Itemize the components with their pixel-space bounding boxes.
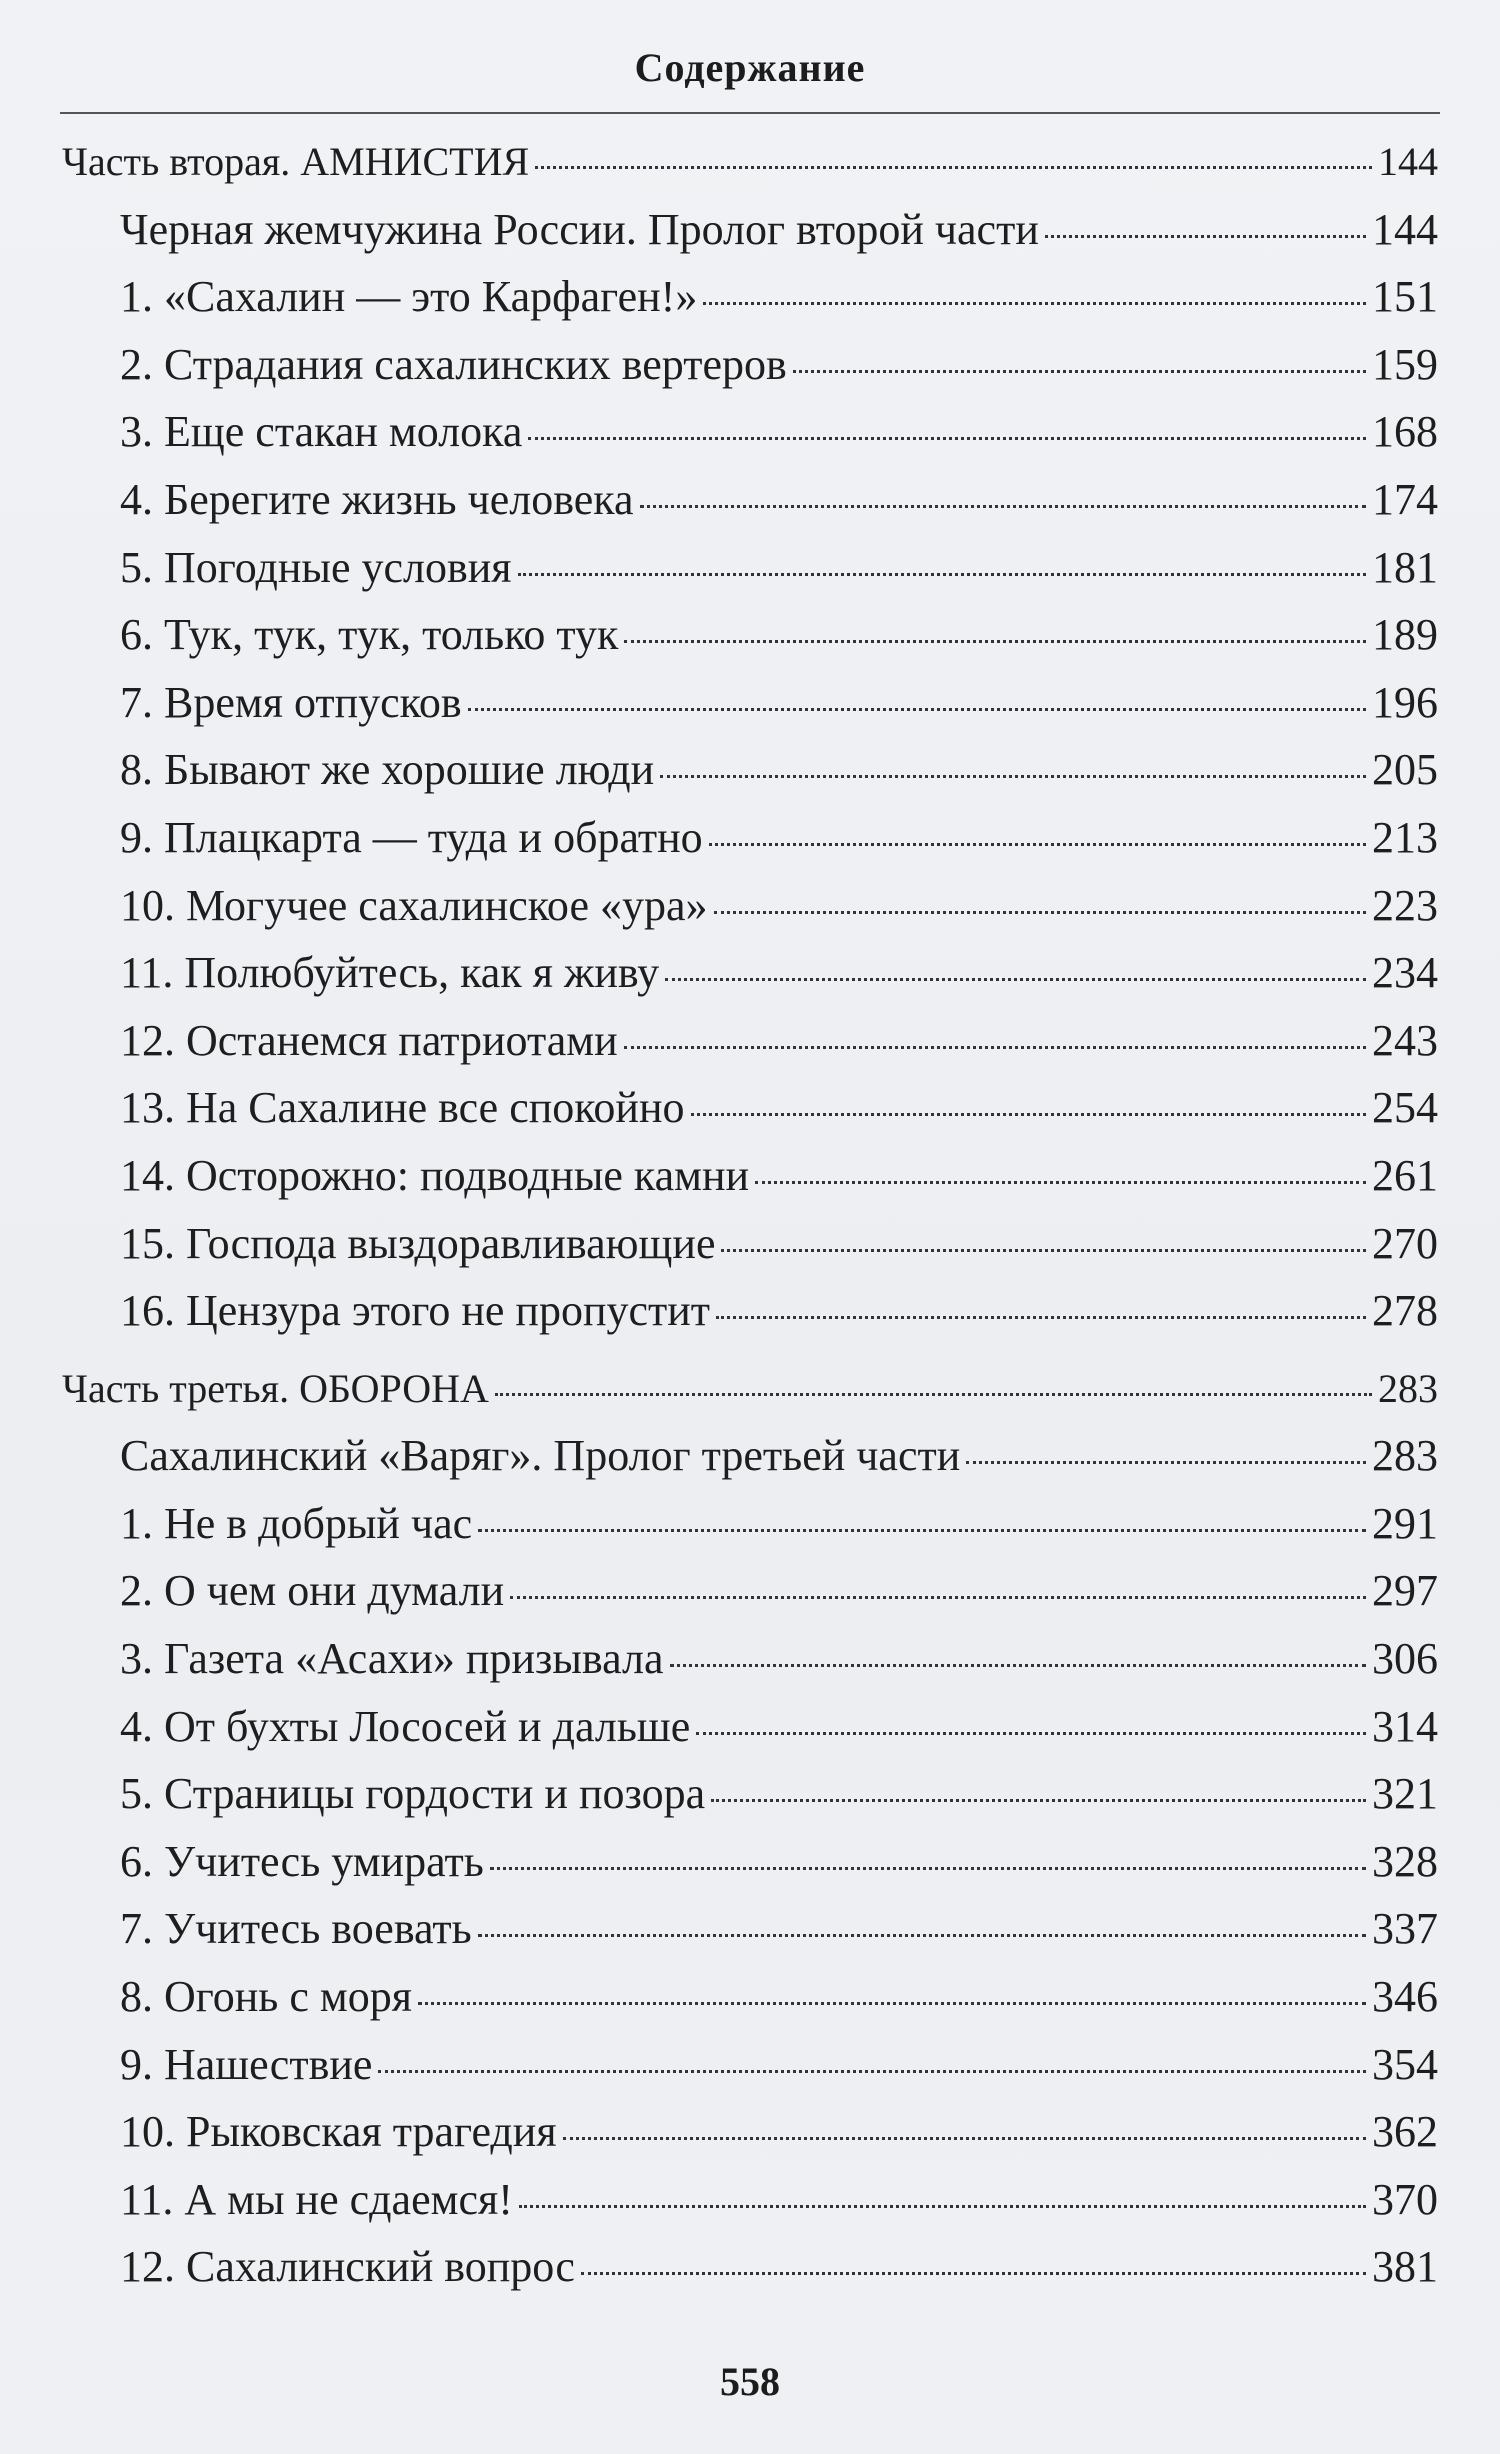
toc-entry-page: 174: [1372, 474, 1438, 524]
toc-entry-page: 270: [1372, 1218, 1438, 1268]
toc-entry-title: Часть третья. ОБОРОНА: [62, 1365, 489, 1411]
toc-chapter-entry: [62, 1625, 1438, 1693]
toc-entry-title: 10. Могучее сахалинское «ура»: [120, 880, 708, 930]
toc-chapter-entry: [62, 1277, 1438, 1345]
toc-entry-page: 306: [1372, 1634, 1438, 1684]
toc-entry-title: 7. Время отпусков: [120, 677, 462, 727]
dot-leader: [495, 1393, 1372, 1396]
toc-chapter-entry: [62, 2098, 1438, 2166]
toc-entry-page: 337: [1372, 1904, 1438, 1954]
toc-entry-page: 196: [1372, 677, 1438, 727]
toc-chapter-entry: [62, 534, 1438, 602]
toc-chapter-entry: [62, 1828, 1438, 1896]
toc-entry-page: 261: [1372, 1150, 1438, 1200]
toc-part-entry: [62, 1355, 1438, 1423]
toc-entry-title: 2. О чем они думали: [120, 1566, 505, 1616]
dot-leader: [528, 437, 1366, 440]
dot-leader: [518, 573, 1366, 576]
toc-entry-title: 5. Погодные условия: [120, 542, 512, 592]
toc-chapter-entry: [62, 804, 1438, 872]
toc-entry-title: 1. Не в добрый час: [120, 1498, 473, 1548]
toc-entry-title: 12. Останемся патриотами: [120, 1015, 618, 1065]
toc-entry-page: 346: [1372, 1972, 1438, 2022]
dot-leader: [468, 708, 1366, 711]
toc-entry-title: 6. Тук, тук, тук, только тук: [120, 610, 619, 660]
toc-entry-page: 144: [1378, 139, 1438, 184]
toc-chapter-entry: [62, 2166, 1438, 2234]
toc-entry-page: 354: [1372, 2039, 1438, 2089]
toc-chapter-entry: [62, 263, 1438, 331]
toc-entry-title: 8. Бывают же хорошие люди: [120, 745, 655, 795]
toc-entry-page: 181: [1372, 542, 1438, 592]
dot-leader: [1045, 235, 1366, 238]
toc-chapter-entry: [62, 1074, 1438, 1142]
dot-leader: [716, 1316, 1366, 1319]
toc-chapter-entry: [62, 1142, 1438, 1210]
toc-entry-page: 362: [1372, 2107, 1438, 2157]
toc-entry-page: 254: [1372, 1083, 1438, 1133]
toc-entry-page: 144: [1372, 204, 1438, 254]
toc-entry-page: 205: [1372, 745, 1438, 795]
dot-leader: [624, 640, 1366, 643]
toc-entry-title: 5. Страницы гордости и позора: [120, 1769, 706, 1819]
toc-entry-title: 8. Огонь с моря: [120, 1972, 412, 2022]
dot-leader: [703, 302, 1366, 305]
toc-chapter-entry: [62, 872, 1438, 940]
toc-entry-title: 9. Нашествие: [120, 2039, 373, 2089]
toc-entry-page: 151: [1372, 272, 1438, 322]
toc-entry-title: 10. Рыковская трагедия: [120, 2107, 557, 2157]
toc-entry-title: Часть вторая. АМНИСТИЯ: [62, 139, 530, 184]
dot-leader: [721, 1249, 1366, 1252]
toc-chapter-entry: [62, 1490, 1438, 1558]
toc-entry-page: 283: [1378, 1365, 1438, 1411]
header-rule: [60, 112, 1440, 114]
dot-leader: [510, 1596, 1366, 1599]
toc-entry-page: 291: [1372, 1498, 1438, 1548]
toc-chapter-entry: [62, 196, 1438, 264]
toc-entry-title: 14. Осторожно: подводные камни: [120, 1150, 750, 1200]
toc-entry-title: 9. Плацкарта — туда и обратно: [120, 812, 703, 862]
dot-leader: [581, 2272, 1366, 2275]
toc-entry-title: 15. Господа выздоравливающие: [120, 1218, 716, 1268]
dot-leader: [793, 370, 1366, 373]
toc-chapter-entry: [62, 398, 1438, 466]
dot-leader: [418, 2002, 1366, 2005]
toc-entry-title: 3. Еще стакан молока: [120, 407, 523, 457]
toc-entry-title: 4. От бухты Лососей и дальше: [120, 1701, 691, 1751]
toc-entry-page: 314: [1372, 1701, 1438, 1751]
toc-entry-page: 223: [1372, 880, 1438, 930]
toc-entry-page: 381: [1372, 2242, 1438, 2292]
toc-entry-title: Черная жемчужина России. Пролог второй части: [120, 204, 1039, 254]
toc-chapter-entry: [62, 1422, 1438, 1490]
table-of-contents: [62, 128, 1438, 2301]
toc-part-entry: [62, 128, 1438, 196]
page-number: 558: [720, 2359, 780, 2404]
toc-entry-title: 13. На Сахалине все спокойно: [120, 1083, 685, 1133]
dot-leader: [378, 2070, 1366, 2073]
toc-entry-title: 16. Цензура этого не пропустит: [120, 1286, 711, 1336]
toc-chapter-entry: [62, 736, 1438, 804]
toc-entry-page: 321: [1372, 1769, 1438, 1819]
dot-leader: [563, 2137, 1366, 2140]
toc-entry-title: 12. Сахалинский вопрос: [120, 2242, 575, 2292]
toc-chapter-entry: [62, 669, 1438, 737]
toc-chapter-entry: [62, 2031, 1438, 2099]
toc-entry-title: 2. Страдания сахалинских вертеров: [120, 339, 787, 389]
dot-leader: [670, 1664, 1366, 1667]
toc-entry-page: 213: [1372, 812, 1438, 862]
toc-entry-page: 159: [1372, 339, 1438, 389]
toc-chapter-entry: [62, 1963, 1438, 2031]
toc-chapter-entry: [62, 1557, 1438, 1625]
toc-chapter-entry: [62, 1210, 1438, 1278]
toc-chapter-entry: [62, 939, 1438, 1007]
toc-chapter-entry: [62, 1895, 1438, 1963]
toc-entry-title: 6. Учитесь умирать: [120, 1836, 484, 1886]
toc-entry-title: 1. «Сахалин — это Карфаген!»: [120, 272, 698, 322]
toc-entry-page: 278: [1372, 1286, 1438, 1336]
dot-leader: [755, 1181, 1366, 1184]
toc-entry-page: 370: [1372, 2174, 1438, 2224]
toc-chapter-entry: [62, 1007, 1438, 1075]
dot-leader: [478, 1529, 1366, 1532]
dot-leader: [624, 1046, 1366, 1049]
toc-entry-title: 7. Учитесь воевать: [120, 1904, 472, 1954]
toc-chapter-entry: [62, 1760, 1438, 1828]
toc-chapter-entry: [62, 331, 1438, 399]
toc-chapter-entry: [62, 2233, 1438, 2301]
dot-leader: [535, 166, 1372, 169]
dot-leader: [691, 1113, 1366, 1116]
toc-entry-page: 328: [1372, 1836, 1438, 1886]
toc-chapter-entry: [62, 466, 1438, 534]
dot-leader: [714, 911, 1366, 914]
toc-entry-title: 11. А мы не сдаемся!: [120, 2174, 513, 2224]
dot-leader: [966, 1461, 1366, 1464]
toc-entry-page: 234: [1372, 948, 1438, 998]
dot-leader: [490, 1867, 1366, 1870]
dot-leader: [696, 1732, 1366, 1735]
dot-leader: [660, 775, 1366, 778]
toc-entry-page: 283: [1372, 1431, 1438, 1481]
toc-entry-page: 297: [1372, 1566, 1438, 1616]
toc-entry-title: 4. Берегите жизнь человека: [120, 474, 634, 524]
toc-entry-page: 189: [1372, 610, 1438, 660]
toc-entry-title: Сахалинский «Варяг». Пролог третьей части: [120, 1431, 961, 1481]
dot-leader: [519, 2205, 1366, 2208]
page-header: Содержание: [634, 45, 866, 90]
toc-chapter-entry: [62, 1693, 1438, 1761]
dot-leader: [665, 978, 1366, 981]
toc-entry-title: 11. Полюбуйтесь, как я живу: [120, 948, 660, 998]
dot-leader: [711, 1799, 1366, 1802]
toc-entry-title: 3. Газета «Асахи» призывала: [120, 1634, 664, 1684]
toc-entry-page: 168: [1372, 407, 1438, 457]
dot-leader: [478, 1934, 1366, 1937]
toc-entry-page: 243: [1372, 1015, 1438, 1065]
dot-leader: [640, 505, 1366, 508]
toc-chapter-entry: [62, 601, 1438, 669]
dot-leader: [709, 843, 1366, 846]
